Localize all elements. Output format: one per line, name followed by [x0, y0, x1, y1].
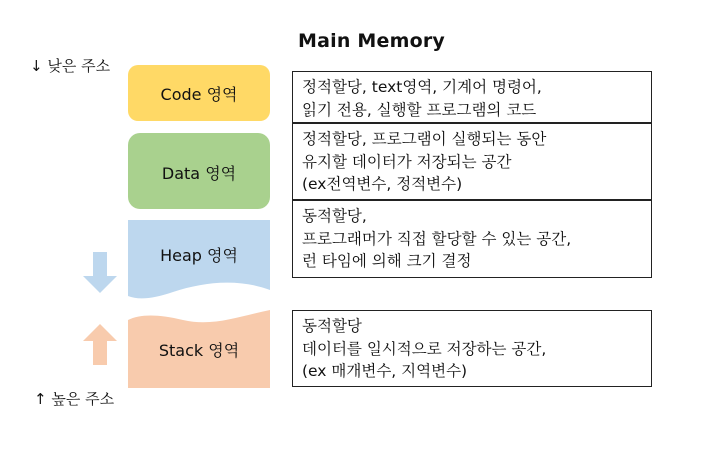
heap-description-line: 런 타임에 의해 크기 결정 [302, 252, 472, 270]
code-segment-label: Code 영역 [160, 85, 238, 104]
heap-segment-label: Heap 영역 [160, 246, 238, 265]
high-address-label: ↑ 높은 주소 [34, 390, 115, 408]
data-description-line: 정적할당, 프로그램이 실행되는 동안 [302, 130, 547, 148]
stack-growth-up-arrow-icon [82, 324, 118, 366]
data-segment-label: Data 영역 [161, 164, 237, 183]
heap-description-line: 동적할당, [302, 207, 367, 225]
code-segment-description [292, 71, 652, 123]
low-address-label: ↓ 낮은 주소 [30, 57, 111, 75]
code-description-line: 읽기 전용, 실행할 프로그램의 코드 [302, 100, 537, 119]
stack-description-line: 데이터를 일시적으로 저장하는 공간, [302, 339, 547, 358]
data-description-line: (ex전역변수, 정적변수) [302, 175, 463, 193]
stack-description-line: (ex 매개변수, 지역변수) [302, 362, 468, 380]
stack-segment-label: Stack 영역 [158, 341, 240, 360]
stack-segment-description [292, 310, 652, 387]
heap-growth-down-arrow-icon [82, 252, 118, 294]
data-description-line: 유지할 데이터가 저장되는 공간 [302, 152, 512, 171]
code-description-line: 정적할당, text영역, 기계어 명령어, [302, 78, 542, 96]
heap-description-line: 프로그래머가 직접 할당할 수 있는 공간, [302, 229, 572, 248]
data-segment-description [292, 123, 652, 200]
stack-description-line: 동적할당 [302, 317, 362, 335]
heap-segment-description [292, 200, 652, 278]
diagram-title: Main Memory [298, 30, 445, 52]
